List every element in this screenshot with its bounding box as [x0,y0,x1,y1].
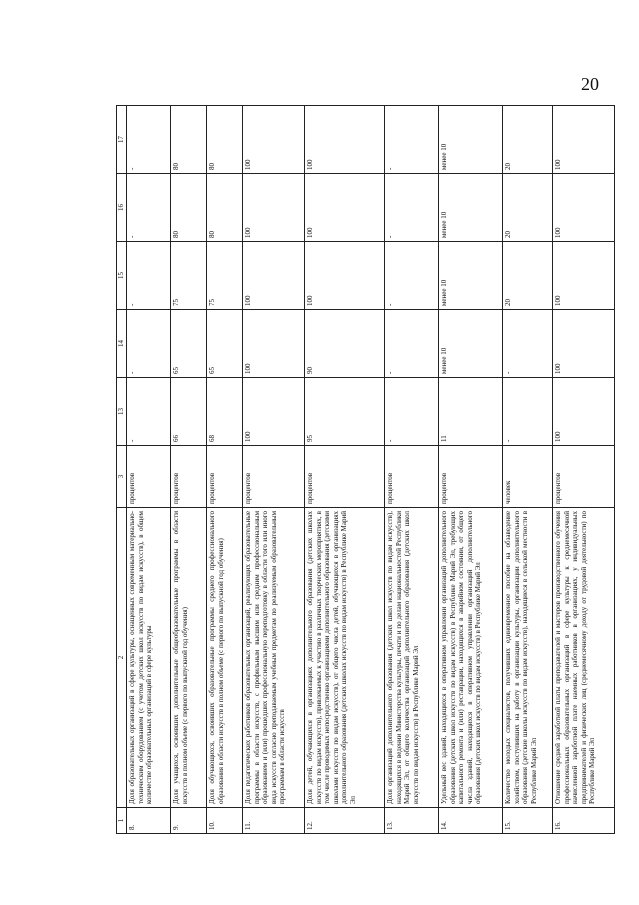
table-row [503,106,553,834]
indicator-description: Доля обучающихся, освоивших образовательные программы среднего профессионального образования в области искусств в полном объеме (с первого по выпускной год обучения) [207,508,243,808]
column-header: 3 [117,446,127,508]
value-cell: 100 [553,310,615,378]
value-cell: 100 [305,106,385,174]
value-cell: 100 [553,378,615,446]
row-number: 11. [243,808,305,834]
value-cell: 100 [243,310,305,378]
row-number: 13. [385,808,439,834]
indicator-description: Доля организаций дополнительного образования (детских школ искусств по видам искусств), находящихся в ведении Министерства культуры, печати и по делам национальностей Республики Марий Эл, от общего количества организаций дополнительного образования (детских школ искусств по видам искусств) в Республике Марий Эл [385,508,439,808]
row-number: 9. [171,808,207,834]
value-cell: 100 [243,106,305,174]
table-row [553,106,615,834]
value-cell: 100 [553,106,615,174]
value-cell: 80 [171,106,207,174]
value-cell: - [385,174,439,242]
unit-cell: процентов [439,446,503,508]
value-cell: 20 [503,106,553,174]
value-cell: - [385,106,439,174]
table-row [207,106,243,834]
unit-cell: процентов [127,446,171,508]
unit-cell: процентов [171,446,207,508]
row-number: 12. [305,808,385,834]
row-number: 16. [553,808,615,834]
value-cell: 90 [305,310,385,378]
value-cell: менее 10 [439,310,503,378]
table-row [305,106,385,834]
table-row [171,106,207,834]
value-cell: 20 [503,174,553,242]
indicator-description: Доля образовательных организаций в сфере культуры, оснащенных современным материально-техническим оборудованием (с учетом детских школ искусств по видам искусств), в общем количестве образовательных организаций в сфере культуры [127,508,171,808]
indicator-description: Удельный вес зданий, находящихся в оперативном управлении организаций дополнительного образования (детских школ искусств по видам искусств) в Республике Марий Эл, требующих капитального ремонта и (или) реставрации, находящихся в аварийном состоянии, от общего числа зданий, находящихся в оперативном управлении организаций дополнительного образования (детских школ искусств по видам искусств) в Республике Марий Эл [439,508,503,808]
value-cell: 68 [207,378,243,446]
column-header: 17 [117,106,127,174]
value-cell: - [127,310,171,378]
table-row [385,106,439,834]
unit-cell: процентов [305,446,385,508]
row-number: 10. [207,808,243,834]
value-cell: 100 [553,174,615,242]
column-header: 14 [117,310,127,378]
value-cell: 100 [243,378,305,446]
unit-cell: процентов [553,446,615,508]
unit-cell: человек [503,446,553,508]
value-cell: - [127,106,171,174]
value-cell: - [127,378,171,446]
value-cell: 80 [207,106,243,174]
value-cell: 100 [305,174,385,242]
value-cell: менее 10 [439,174,503,242]
value-cell: 65 [171,310,207,378]
table-row [127,106,171,834]
value-cell: 100 [243,174,305,242]
value-cell: - [503,378,553,446]
indicators-table [116,105,615,834]
value-cell: - [385,310,439,378]
value-cell: - [127,242,171,310]
indicator-description: Доля учащихся, освоивших дополнительные общеобразовательные программы в области искусств в полном объеме (с первого по выпускной год обучения) [171,508,207,808]
column-header: 15 [117,242,127,310]
row-number: 8. [127,808,171,834]
value-cell: - [503,310,553,378]
value-cell: 100 [243,242,305,310]
value-cell: - [385,242,439,310]
column-header: 16 [117,174,127,242]
rotated-table-container [116,106,639,834]
table-header-row [117,106,127,834]
column-header: 13 [117,378,127,446]
indicator-description: Количество молодых специалистов, получивших единовременное пособие на обзаведение хозяйством, поступивших на работу в организации культуры, организации дополнительного образования (детские школы искусств по видам искусств), находящиеся в сельской местности в Республике Марий Эл [503,508,553,808]
row-number: 14. [439,808,503,834]
value-cell: - [127,174,171,242]
value-cell: 75 [207,242,243,310]
value-cell: 95 [305,378,385,446]
value-cell: 20 [503,242,553,310]
unit-cell: процентов [385,446,439,508]
value-cell: 66 [171,378,207,446]
page-number: 20 [581,74,599,94]
row-number: 15. [503,808,553,834]
value-cell: 75 [171,242,207,310]
value-cell: 80 [207,174,243,242]
unit-cell: процентов [243,446,305,508]
indicator-description: Отношение средней заработной платы преподавателей и мастеров производственного обучения профессиональных образовательных организаций в сфере культуры к среднемесячной начисленной заработной плате наемных работников в организациях, у индивидуальных предпринимателей и физических лиц (среднемесячному доходу от трудовой деятельности) по Республике Марий Эл [553,508,615,808]
table-row [243,106,305,834]
column-header: 1 [117,808,127,834]
value-cell: 11 [439,378,503,446]
value-cell: 100 [305,242,385,310]
value-cell: 80 [171,174,207,242]
value-cell: - [385,378,439,446]
unit-cell: процентов [207,446,243,508]
indicator-description: Доля педагогических работников образовательных организаций, реализующих образовательные программы в области искусств, с профильным высшим или средним профессиональным образованием и (или) прошедших профессиональную переподготовку в области того или иного вида искусств согласно преподаваемым учебным предметам по реализуемым образовательным программам в области искусств [243,508,305,808]
value-cell: 100 [553,242,615,310]
table-row [439,106,503,834]
value-cell: 65 [207,310,243,378]
column-header: 2 [117,508,127,808]
value-cell: менее 10 [439,242,503,310]
value-cell: менее 10 [439,106,503,174]
indicator-description: Доля детей, обучающихся в организациях дополнительного образования (детских школах искусств по видам искусств), привлекаемых к участию в различных творческих мероприятиях, в том числе проводимых непосредственно организациями дополнительного образования (детскими школами искусств по видам искусств), от общего числа детей, обучающихся в организациях дополнительного образования (детских школах искусств по видам искусств) в Республике Марий Эл [305,508,385,808]
